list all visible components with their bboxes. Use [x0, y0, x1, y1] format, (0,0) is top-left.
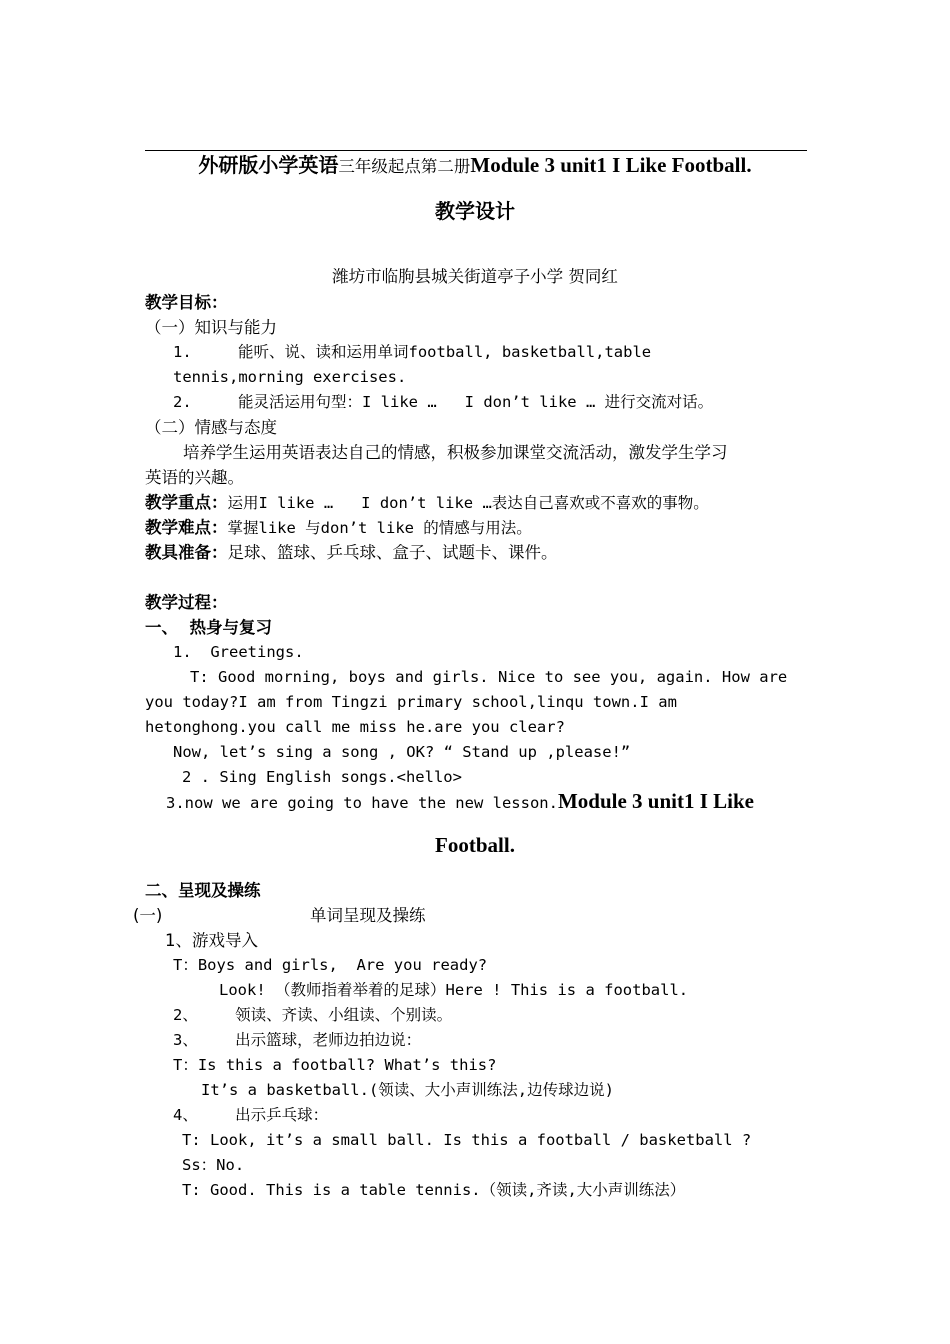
- teacher-is-this-line: T：Is this a football? What’s this?: [173, 1056, 497, 1074]
- objective-item-1-num: 1.: [173, 343, 192, 361]
- teacher-boys-line: T：Boys and girls, Are you ready?: [173, 956, 488, 974]
- read-line: 2、 领读、齐读、小组读、个别读。: [173, 1006, 453, 1024]
- author-line: 潍坊市临朐县城关街道亭子小学 贺同红: [332, 267, 618, 286]
- difficulty-text: 掌握like 与don’t like 的情感与用法。: [227, 519, 532, 537]
- teacher-line-2: you today?I am from Tingzi primary school,linqu town.I am: [145, 693, 677, 711]
- objectives-sub2: （二）情感与态度: [145, 418, 277, 437]
- title-part-1: 外研版小学英语: [198, 153, 339, 177]
- lesson-title-2: Football.: [435, 833, 515, 857]
- focus-line: [145, 490, 709, 516]
- objective-item-1-cont: tennis,morning exercises.: [173, 368, 407, 386]
- table-tennis-show-line: 4、 出示乒乓球：: [173, 1106, 329, 1124]
- difficulty-label: 教学难点：: [145, 518, 228, 537]
- lesson-line: [166, 787, 754, 817]
- step1-title: 一、 热身与复习: [145, 618, 272, 637]
- song-line: 2 . Sing English songs.<hello>: [182, 768, 462, 786]
- step2-title: 二、呈现及操练: [145, 881, 261, 900]
- game-line: 1、游戏导入: [165, 931, 258, 950]
- greetings-line: 1. Greetings.: [173, 643, 304, 661]
- difficulty-line: [145, 515, 532, 541]
- objective-item-1-text: 能听、说、读和运用单词football, basketball,table: [238, 343, 652, 361]
- teacher-line-3: hetonghong.you call me miss he.are you clear?: [145, 718, 565, 736]
- focus-label: 教学重点：: [145, 493, 228, 512]
- teacher-line-1: T: Good morning, boys and girls. Nice to see you, again. How are: [190, 668, 788, 686]
- lesson-pre: 3.now we are going to have the new lesson.: [166, 794, 558, 812]
- part1-title: 单词呈现及操练: [310, 906, 426, 925]
- objective-item-2-num: 2.: [173, 393, 192, 411]
- tools-text: 足球、篮球、乒乓球、盒子、试题卡、课件。: [227, 543, 558, 562]
- objectives-sub1: （一）知识与能力: [145, 318, 277, 337]
- look-line: Look! （教师指着举着的足球）Here ! This is a football.: [219, 981, 689, 999]
- objectives-heading: 教学目标：: [145, 293, 228, 312]
- students-no-line: Ss：No.: [182, 1156, 245, 1174]
- process-heading: 教学过程：: [145, 593, 228, 612]
- basketball-show-line: 3、 出示篮球，老师边拍边说：: [173, 1031, 422, 1049]
- title-part-3: Module 3 unit1 I Like Football.: [470, 153, 752, 177]
- focus-text: 运用I like … I don’t like …表达自己喜欢或不喜欢的事物。: [227, 494, 709, 512]
- title-part-2: 三年级起点第二册: [338, 157, 471, 176]
- sing-line: Now, let’s sing a song , OK? “ Stand up ,please!”: [173, 743, 631, 761]
- attitude-line-1: 培养学生运用英语表达自己的情感，积极参加课堂交流活动，激发学生学习: [183, 443, 728, 462]
- tools-line: [145, 540, 558, 565]
- its-basketball-line: It’s a basketball.(领读、大小声训练法,边传球边说): [201, 1081, 614, 1099]
- part1-num: (一): [133, 906, 163, 925]
- teacher-good-line: T: Good. This is a table tennis.（领读,齐读,大小声训练法）: [182, 1181, 686, 1199]
- document-subtitle: 教学设计: [435, 199, 515, 223]
- objective-item-2-text: 能灵活运用句型：I like … I don’t like … 进行交流对话。: [238, 393, 714, 411]
- attitude-line-2: 英语的兴趣。: [145, 468, 244, 487]
- tools-label: 教具准备：: [145, 543, 228, 562]
- lesson-title-1: Module 3 unit1 I Like: [557, 789, 754, 813]
- teacher-look-line: T: Look, it’s a small ball. Is this a football / basketball ?: [182, 1131, 752, 1149]
- document-title: [0, 150, 950, 182]
